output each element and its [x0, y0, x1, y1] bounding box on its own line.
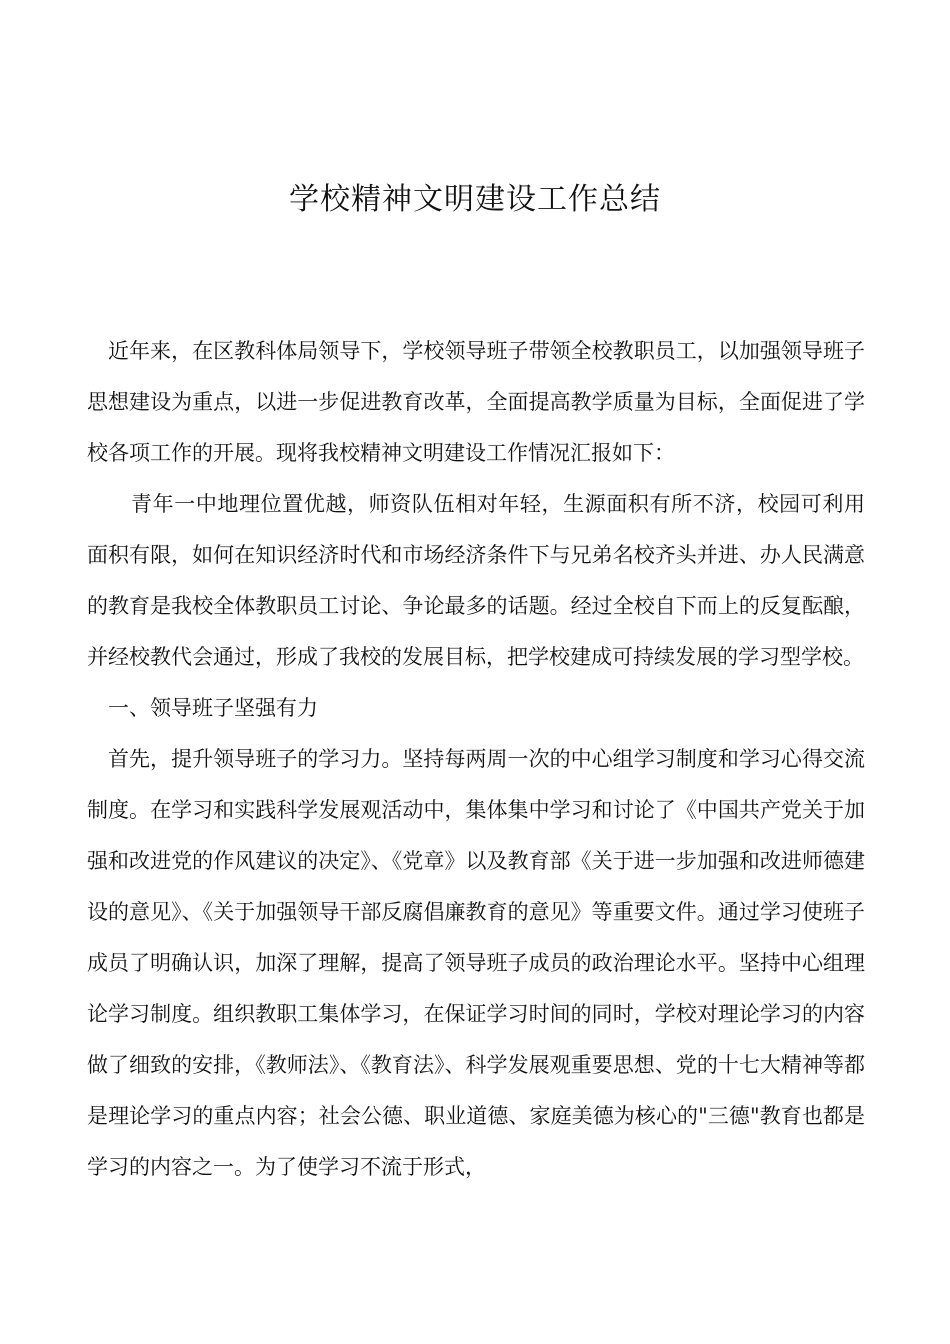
- document-body: [87, 326, 865, 1193]
- paragraph-leadership-study: 首先，提升领导班子的学习力。坚持每两周一次的中心组学习制度和学习心得交流制度。在学习和实践科学发展观活动中，集体集中学习和讨论了《中国共产党关于加强和改进党的作风建议的决定》、《党章》以及教育部《关于进一步加强和改进师德建设的意见》、《关于加强领导干部反腐倡廉教育的意见》等重要文件。通过学习使班子成员了明确认识，加深了理解，提高了领导班子成员的政治理论水平。坚持中心组理论学习制度。组织教职工集体学习，在保证学习时间的同时，学校对理论学习的内容做了细致的安排，《教师法》、《教育法》、科学发展观重要思想、党的十七大精神等都是理论学习的重点内容；社会公德、职业道德、家庭美德为核心的"三德"教育也都是学习的内容之一。为了使学习不流于形式，: [87, 747, 865, 1179]
- paragraph-introduction: 近年来，在区教科体局领导下，学校领导班子带领全校教职员工，以加强领导班子思想建设为重点，以进一步促进教育改革，全面提高教学质量为目标，全面促进了学校各项工作的开展。现将我校精神文明建设工作情况汇报如下：: [87, 339, 865, 465]
- paragraph-school-background: 青年一中地理位置优越，师资队伍相对年轻，生源面积有所不济，校园可利用面积有限，如何在知识经济时代和市场经济条件下与兄弟名校齐头并进、办人民满意的教育是我校全体教职员工讨论、争论最多的话题。经过全校自下而上的反复酝酿，并经校教代会通过，形成了我校的发展目标，把学校建成可持续发展的学习型学校。: [87, 492, 865, 669]
- section-heading-leadership: 一、领导班子坚强有力: [108, 696, 318, 720]
- document-title: 学校精神文明建设工作总结: [289, 182, 661, 217]
